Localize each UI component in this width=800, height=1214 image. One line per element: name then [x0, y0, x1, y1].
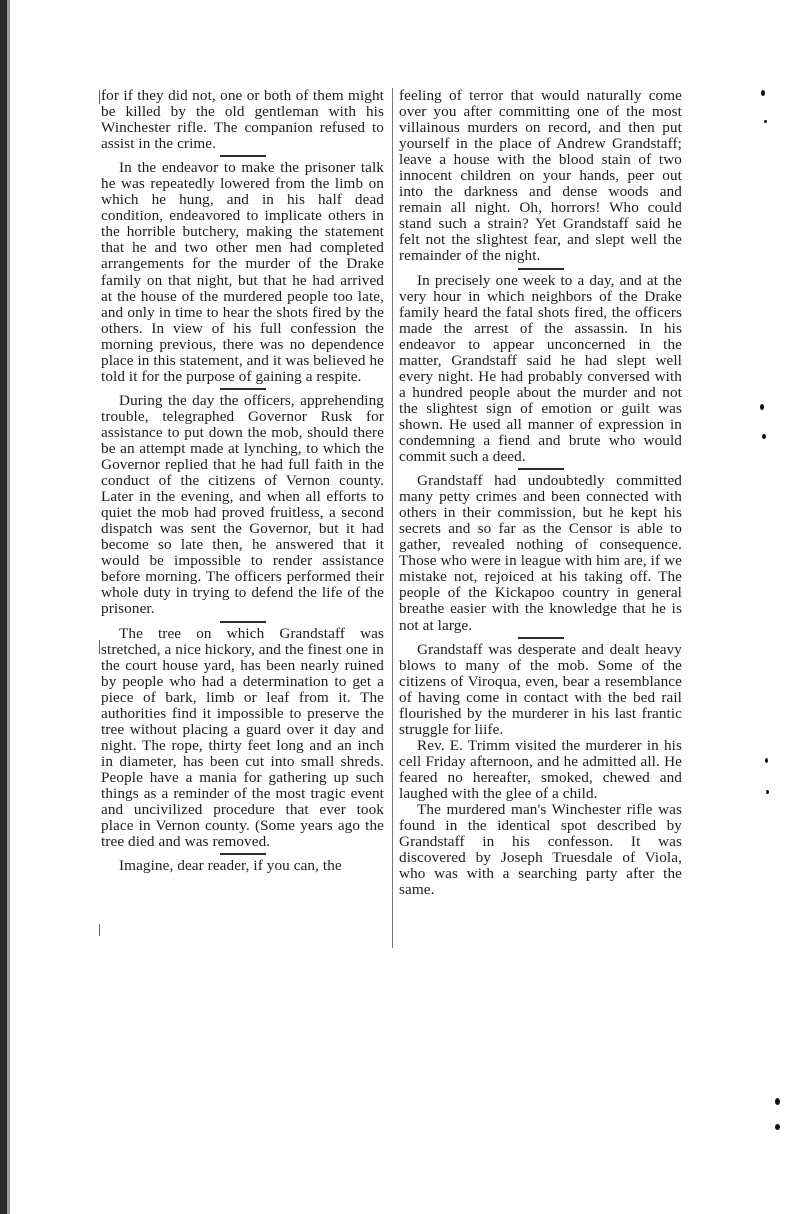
section-rule — [518, 637, 564, 639]
section-rule — [220, 155, 266, 157]
section-rule — [518, 268, 564, 270]
scan-speck — [761, 90, 765, 96]
article-column-right — [399, 88, 682, 898]
scan-speck — [764, 120, 767, 123]
section-rule — [220, 853, 266, 855]
paragraph: The murdered man's Winchester rifle was found in the identical spot described by Grandstaff in his confesson. It was discovered by Joseph Truesdale of Viola, who was with a searching party after the same. — [399, 801, 682, 899]
scan-speck — [762, 434, 766, 439]
scan-speck — [765, 758, 768, 763]
column-divider — [392, 88, 393, 948]
scan-margin-mark — [99, 924, 100, 936]
paragraph: feeling of terror that would naturally come over you after committing one of the most villainous murders on record, and then put yourself in the place of Andrew Grandstaff; leave a house with the blood stain of two innocent children on your hands, peer out into the darkness and dense woods and remain all night. Oh, horrors! Who could stand such a strain? Yet Grandstaff said he felt not the slightest fear, and slept well the remainder of the night. — [399, 87, 682, 265]
paragraph: In the endeavor to make the prisoner talk he was repeatedly lowered from the limb on which he hung, and in his half dead condition, endeavored to implicate others in the horrible butchery, making the statement that he and two other men had completed arrangements for the murder of the Drake family on that night, but that he had arrived at the house of the murdered people too late, and only in time to hear the shots fired by the others. In view of his full confession the morning previous, there was no dependence place in this statement, and it was believed he told it for the purpose of gaining a respite. — [101, 159, 384, 385]
section-rule — [518, 468, 564, 470]
scan-margin-mark — [99, 90, 100, 104]
section-rule — [220, 388, 266, 390]
paragraph: The tree on which Grandstaff was stretched, a nice hickory, and the finest one in the court house yard, has been nearly ruined by people who had a determination to get a piece of bark, limb or leaf from it. The authorities find it impossible to preserve the tree without placing a guard over it day and night. The rope, thirty feet long and an inch in diameter, has been cut into small shreds. People have a mania for gathering up such things as a reminder of the most tragic event and uncivilized procedure that ever took place in Vernon county. (Some years ago the tree died and was removed. — [101, 624, 384, 851]
paragraph: for if they did not, one or both of them might be killed by the old gentleman with his Winchester rifle. The companion refused to assist in the crime. — [101, 87, 384, 153]
paragraph: Grandstaff was desperate and dealt heavy blows to many of the mob. Some of the citizens of Viroqua, even, bear a resemblance of having come in contact with the bed rail flourished by the murderer in his last frantic struggle for liife. — [399, 640, 682, 738]
scan-speck — [775, 1098, 780, 1105]
paragraph: Imagine, dear reader, if you can, the — [119, 857, 342, 875]
paragraph: During the day the officers, apprehending trouble, telegraphed Governor Rusk for assistance to put down the mob, should there be an attempt made at lynching, to which the Governor replied that he had full faith in the conduct of the citizens of Vernon county. Later in the evening, and when all efforts to quiet the mob had proved fruitless, a second dispatch was sent the Governor, but it had become so late then, he answered that it would be impossible to render assistance before morning. The officers performed their whole duty in trying to defend the life of the prisoner. — [101, 391, 384, 618]
scan-speck — [766, 790, 769, 794]
scan-margin-mark — [99, 640, 100, 654]
article-column-left — [101, 88, 384, 874]
scan-page-edge-shadow — [7, 0, 10, 1214]
paragraph: Rev. E. Trimm visited the murderer in his cell Friday afternoon, and he admitted all. He feared no hereafter, smoked, chewed and laughed with the glee of a child. — [399, 736, 682, 802]
scan-speck — [775, 1124, 780, 1130]
paragraph: In precisely one week to a day, and at the very hour in which neighbors of the Drake family heard the fatal shots fired, the officers made the arrest of the assassin. In his endeavor to appear unconcerned in the matter, Grandstaff said he had slept well every night. He had probably conversed with a hundred people about the murder and not the slightest sign of emotion or guilt was shown. He used all manner of expression in condemning a fiend and brute who would commit such a deed. — [399, 271, 682, 466]
scan-page-edge — [0, 0, 7, 1214]
paragraph: Grandstaff had undoubtedly committed many petty crimes and been connected with others in their commission, but he kept his secrets and so far as the Censor is able to gather, revealed nothing of consequence. Those who were in league with him are, if we mistake not, rejoiced at his taking off. The people of the Kickapoo country in general breathe easier with the knowledge that he is not at large. — [399, 472, 682, 634]
scan-speck — [760, 404, 764, 410]
section-rule — [220, 621, 266, 623]
